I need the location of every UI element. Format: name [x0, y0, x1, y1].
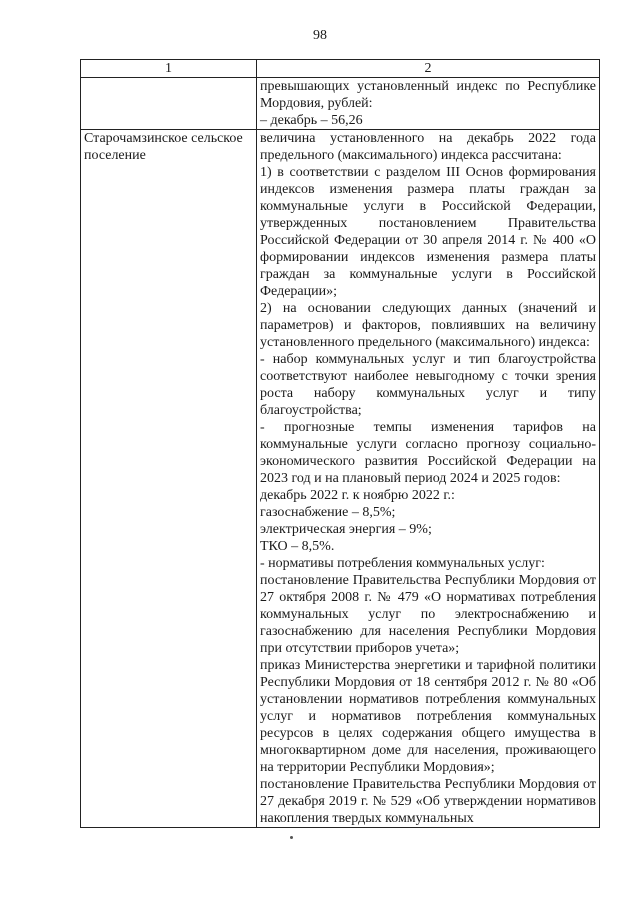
paragraph: - нормативы потребления коммунальных услуг: — [260, 556, 545, 571]
paragraph: постановление Правительства Республики Мордовия от 27 октября 2008 г. № 479 «О нормативах потребления коммунальных услуг по электроснабжению и газоснабжению для населения Республики Мордовия при отсутствии приборов учета»; — [260, 573, 596, 656]
tariff-index-table — [80, 59, 600, 828]
table-row — [81, 130, 600, 828]
column-header-2: 2 — [257, 60, 600, 78]
table-row — [81, 78, 600, 130]
paragraph: 2) на основании следующих данных (значений и параметров) и факторов, повлиявших на величину установленного предельного (максимального) индекса: — [260, 301, 596, 350]
paragraph: ТКО – 8,5%. — [260, 539, 335, 554]
paragraph: приказ Министерства энергетики и тарифной политики Республики Мордовия от 18 сентября 2012 г. № 80 «Об установлении нормативов потребления коммунальных услуг и нормативов потребления коммунальных ресурсов в целях содержания общего имущества в многоквартирном доме для населения, проживающего на территории Республики Мордовия»; — [260, 658, 596, 775]
paragraph: декабрь 2022 г. к ноябрю 2022 г.: — [260, 488, 455, 503]
page-number: 98 — [313, 28, 327, 43]
paragraph: превышающих установленный индекс по Республике Мордовия, рублей: — [260, 79, 596, 111]
paragraph: - набор коммунальных услуг и тип благоустройства соответствуют наиболее невыгодному с точки зрения роста набору коммунальных услуг и типу благоустройства; — [260, 352, 596, 418]
scan-mark — [290, 836, 293, 839]
municipality-cell — [81, 78, 257, 130]
paragraph: величина установленного на декабрь 2022 года предельного (максимального) индекса рассчитана: — [260, 131, 596, 163]
paragraph: – декабрь – 56,26 — [260, 113, 363, 128]
paragraph: постановление Правительства Республики Мордовия от 27 декабря 2019 г. № 529 «Об утверждении нормативов накопления твердых коммунальных — [260, 777, 596, 826]
table-header-row — [81, 60, 600, 78]
description-cell — [257, 78, 600, 130]
paragraph: - прогнозные темпы изменения тарифов на коммунальные услуги согласно прогнозу социально-экономического развития Российской Федерации на 2023 год и на плановый период 2024 и 2025 годов: — [260, 420, 596, 486]
paragraph: 1) в соответствии с разделом III Основ формирования индексов изменения размера платы граждан за коммунальные услуги в Российской Федерации, утвержденных постановлением Правительства Российской Федерации от 30 апреля 2014 г. № 400 «О формировании индексов изменения размера платы граждан за коммунальные услуги в Российской Федерации»; — [260, 165, 596, 299]
municipality-cell: Старочамзинское сельское поселение — [81, 130, 257, 828]
paragraph: газоснабжение – 8,5%; — [260, 505, 396, 520]
paragraph: электрическая энергия – 9%; — [260, 522, 432, 537]
column-header-1: 1 — [81, 60, 257, 78]
description-cell — [257, 130, 600, 828]
